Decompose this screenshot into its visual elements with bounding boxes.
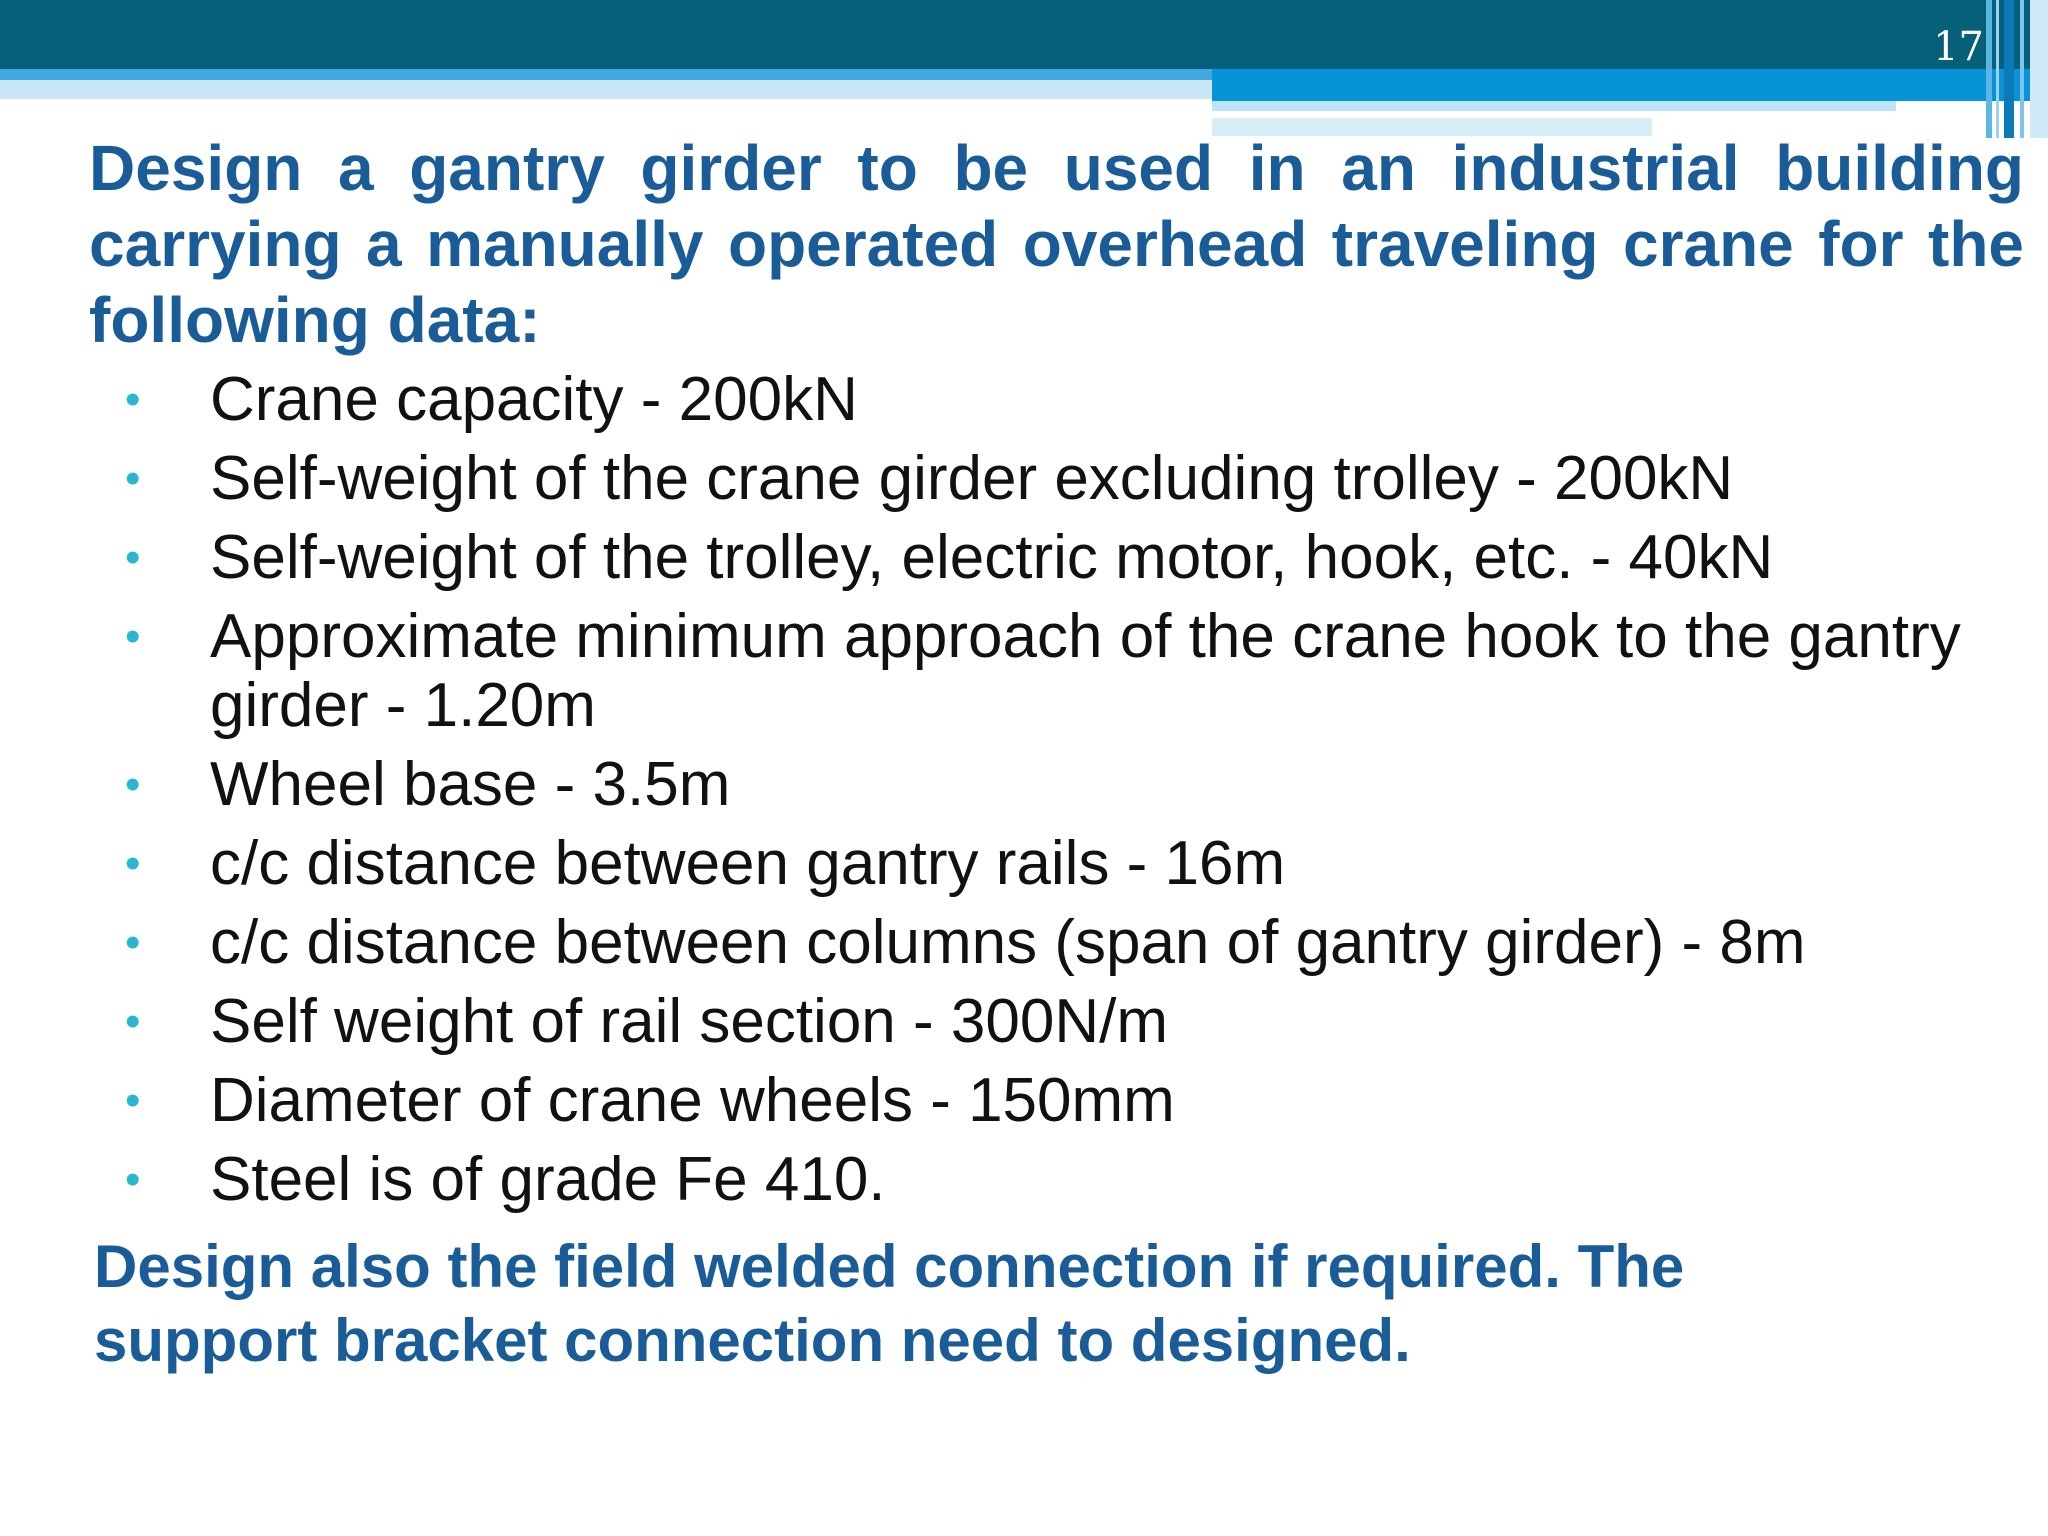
list-item-text: c/c distance between gantry rails - 16m bbox=[210, 829, 1286, 898]
bullet-icon: • bbox=[125, 1155, 141, 1204]
list-item bbox=[125, 908, 2005, 977]
design-data-list bbox=[125, 365, 2005, 1224]
list-item-text: Crane capacity - 200kN bbox=[210, 365, 858, 434]
header-vertical-stripe bbox=[2030, 0, 2048, 138]
closing-note-line: support bracket connection need to designed. bbox=[94, 1307, 1411, 1374]
list-item bbox=[125, 602, 2005, 740]
list-item-text: Self weight of rail section - 300N/m bbox=[210, 987, 1168, 1056]
list-item bbox=[125, 523, 2005, 592]
list-item-text: c/c distance between columns (span of gantry girder) - 8m bbox=[210, 908, 1806, 977]
list-item bbox=[125, 1066, 2005, 1135]
bullet-icon: • bbox=[125, 375, 141, 424]
list-item bbox=[125, 444, 2005, 513]
bullet-icon: • bbox=[125, 918, 141, 967]
closing-note bbox=[94, 1230, 1994, 1378]
list-item-text: Steel is of grade Fe 410. bbox=[210, 1145, 886, 1214]
list-item-text: Self-weight of the crane girder excluding trolley - 200kN bbox=[210, 444, 1734, 513]
list-item bbox=[125, 987, 2005, 1056]
header-right-block bbox=[1212, 69, 2048, 101]
header-accent-stripe bbox=[0, 69, 1212, 80]
bullet-icon: • bbox=[125, 997, 141, 1046]
bullet-icon: • bbox=[125, 612, 141, 661]
bullet-icon: • bbox=[125, 454, 141, 503]
header-vertical-stripe bbox=[1996, 0, 1999, 138]
list-item bbox=[125, 750, 2005, 819]
list-item-text: Self-weight of the trolley, electric motor, hook, etc. - 40kN bbox=[210, 523, 1774, 592]
header-right-divider bbox=[1212, 111, 1896, 115]
bullet-icon: • bbox=[125, 1076, 141, 1125]
header-vertical-stripe bbox=[2020, 0, 2024, 138]
page-number: 17 bbox=[1933, 24, 1984, 70]
list-item-text: Wheel base - 3.5m bbox=[210, 750, 731, 819]
header-vertical-stripe bbox=[1986, 0, 1992, 138]
bullet-icon: • bbox=[125, 533, 141, 582]
list-item bbox=[125, 1145, 2005, 1214]
header-faint-stripe bbox=[0, 80, 1212, 99]
bullet-icon: • bbox=[125, 760, 141, 809]
header-vertical-stripe bbox=[2004, 0, 2014, 138]
list-item-text: Approximate minimum approach of the crane hook to the gantry girder - 1.20m bbox=[210, 602, 1961, 740]
header-band bbox=[0, 0, 2048, 69]
bullet-icon: • bbox=[125, 839, 141, 888]
list-item bbox=[125, 829, 2005, 898]
list-item-text: Diameter of crane wheels - 150mm bbox=[210, 1066, 1175, 1135]
list-item bbox=[125, 365, 2005, 434]
closing-note-line: Design also the field welded connection if required. The bbox=[94, 1233, 1685, 1300]
slide-title: Design a gantry girder to be used in an industrial building carrying a manually operated overhead traveling crane for the following data: bbox=[89, 132, 2024, 356]
